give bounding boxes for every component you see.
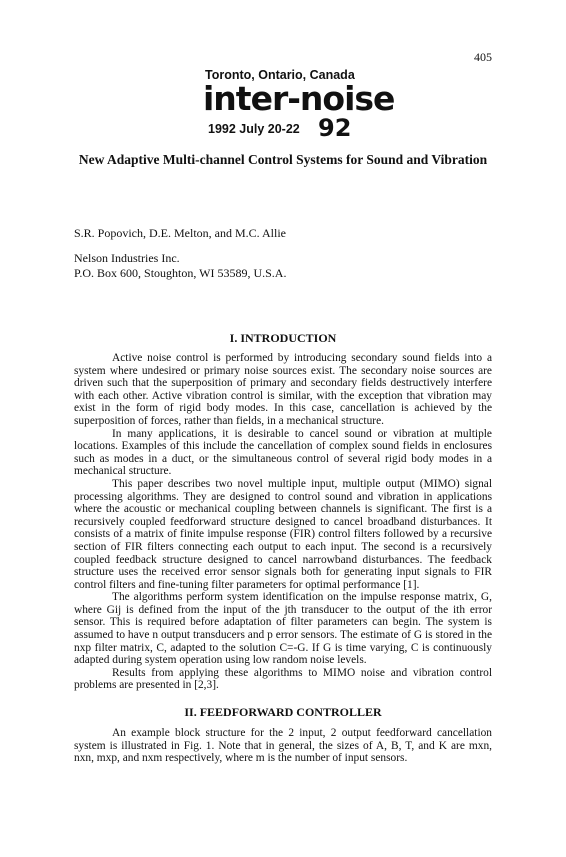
conference-dates: 1992 July 20-22 — [208, 122, 300, 136]
body-paragraph: The algorithms perform system identification on the impulse response matrix, G, where Gij is defined from the input of the jth transducer to the output of the ith error sensor. This is required before adaptation of filter parameters can begin. The system is assumed to have n output transducers and p error sensors. The estimate of G is stored in the nxp filter matrix, C, adapted to the solution C=-G. If G is time varying, C is continuously adapted during system operation using low random noise levels. — [74, 591, 492, 667]
affiliation-line: P.O. Box 600, Stoughton, WI 53589, U.S.A. — [74, 266, 287, 280]
section-heading-introduction: I. INTRODUCTION — [229, 331, 337, 345]
page-number: 405 — [474, 50, 492, 64]
body-paragraph: An example block structure for the 2 input, 2 output feedforward cancellation system is illustrated in Fig. 1. Note that in general, the sizes of A, B, T, and K are mxn, nxn, mxp, and nxm respectively, where m is the number of input sensors. — [74, 727, 492, 765]
body-paragraph: Active noise control is performed by introducing secondary sound fields into a system where undesired or primary noise sources exist. The secondary noise sources are driven such that the superposition of primary and secondary fields destructively interfere with each other. Active vibration control is similar, with the exception that vibration may exist in the form of rigid body modes. In this case, cancellation is achieved by the superposition of forces, rather than fields, in a mechanical structure. — [74, 352, 492, 427]
section-heading-feedforward: II. FEEDFORWARD CONTROLLER — [184, 705, 382, 719]
conference-logo: inter-noise — [203, 79, 395, 118]
body-paragraph: Results from applying these algorithms to MIMO noise and vibration control problems are presented in [2,3]. — [74, 666, 492, 692]
affiliation-line: Nelson Industries Inc. — [74, 251, 180, 265]
paper-title: New Adaptive Multi-channel Control Systems for Sound and Vibration — [78, 152, 488, 167]
body-paragraph: This paper describes two novel multiple input, multiple output (MIMO) signal processing algorithms. They are designed to control sound and vibration in applications where the acoustic or mechanical coupling between channels is significant. The first is a recursively coupled feedforward structure designed to cancel broadband disturbances. It consists of a matrix of finite impulse response (FIR) control filters followed by a recursive section of FIR filters connecting each output to each input. The second is a recursively coupled feedback structure designed to cancel narrowband disturbances. The feedback structure uses the received error sensor signals both for generating input signals to FIR control filters and fine-tuning filter parameters for optimal performance [1]. — [74, 477, 492, 591]
author-affiliation — [74, 251, 286, 281]
section-body-feedforward — [74, 727, 492, 765]
conference-location: Toronto, Ontario, Canada — [205, 68, 355, 82]
body-paragraph: In many applications, it is desirable to cancel sound or vibration at multiple locations. Examples of this include the cancellation of complex sound fields in enclosures such as modes in a duct, or the simultaneous control of several rigid body modes in a mechanical structure. — [74, 427, 492, 478]
section-body-introduction — [74, 352, 492, 692]
paper-authors: S.R. Popovich, D.E. Melton, and M.C. Allie — [74, 226, 287, 240]
conference-year: 92 — [318, 114, 352, 142]
